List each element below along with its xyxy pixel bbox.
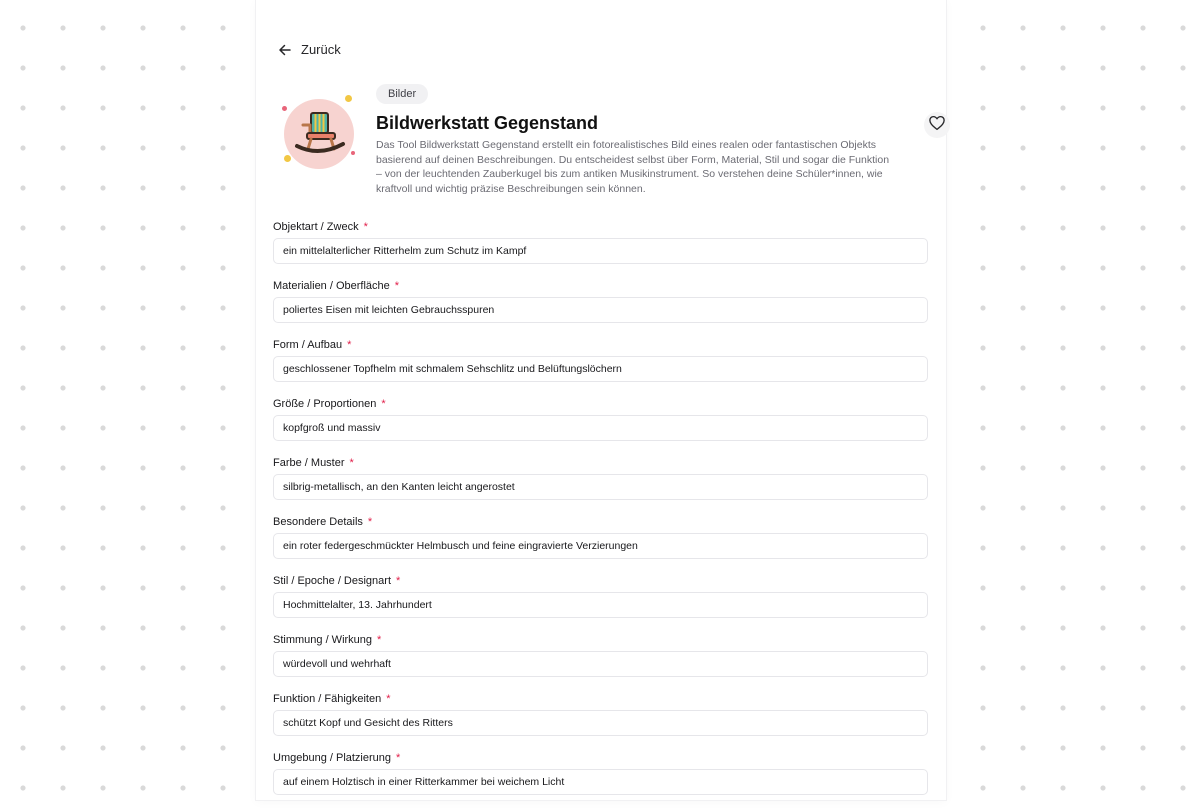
tool-description: Das Tool Bildwerkstatt Gegenstand erstellt ein fotorealistisches Bild eines realen oder fantastischen Objekts basierend auf deinen Beschreibungen. Du entscheidest selbst über Form, Material, Stil und sogar die Funktion – von der leuchtenden Zauberkugel bis zum antiken Musikinstrument. So verstehen deine Schüler*innen, wie kraftvoll und wichtig präzise Beschreibungen sein können.	[376, 139, 890, 195]
back-label: Zurück	[301, 42, 341, 57]
arrow-left-icon	[278, 43, 292, 57]
required-marker: *	[396, 752, 401, 764]
form-field	[273, 513, 928, 572]
form-field	[273, 336, 928, 395]
field-label: Umgebung / Platzierung *	[273, 752, 401, 764]
field-label: Besondere Details *	[273, 516, 373, 528]
rocking-chair-icon	[291, 103, 349, 166]
field-input-materialien[interactable]	[273, 297, 928, 323]
form-field	[273, 218, 928, 277]
field-label: Materialien / Oberfläche *	[273, 280, 400, 292]
required-marker: *	[394, 280, 400, 292]
form-field	[273, 454, 928, 513]
required-marker: *	[349, 457, 354, 469]
required-marker: *	[396, 575, 401, 587]
field-input-funktion[interactable]	[273, 710, 928, 736]
field-input-stil[interactable]	[273, 592, 928, 618]
field-label: Funktion / Fähigkeiten *	[273, 693, 391, 705]
field-label: Größe / Proportionen *	[273, 398, 386, 410]
required-marker: *	[386, 693, 391, 705]
back-button[interactable]	[278, 42, 341, 57]
category-badge: Bilder	[376, 84, 428, 104]
field-input-details[interactable]	[273, 533, 928, 559]
field-label: Farbe / Muster *	[273, 457, 354, 469]
tool-thumbnail	[280, 89, 360, 169]
tool-meta	[376, 84, 896, 196]
field-input-groesse[interactable]	[273, 415, 928, 441]
tool-panel	[256, 0, 946, 800]
form-field	[273, 395, 928, 454]
favorite-button[interactable]	[924, 112, 950, 138]
required-marker: *	[363, 221, 368, 233]
form-field	[273, 690, 928, 749]
field-input-objektart[interactable]	[273, 238, 928, 264]
page-title: Bildwerkstatt Gegenstand	[376, 113, 599, 133]
form-field	[273, 277, 928, 336]
field-input-stimmung[interactable]	[273, 651, 928, 677]
field-input-farbe[interactable]	[273, 474, 928, 500]
form-field	[273, 749, 928, 808]
required-marker: *	[367, 516, 373, 528]
field-label: Form / Aufbau *	[273, 339, 352, 351]
field-label: Stil / Epoche / Designart *	[273, 575, 401, 587]
field-input-umgebung[interactable]	[273, 769, 928, 795]
form-field	[273, 631, 928, 690]
required-marker: *	[347, 339, 352, 351]
field-label: Stimmung / Wirkung *	[273, 634, 382, 646]
field-input-form[interactable]	[273, 356, 928, 382]
required-marker: *	[381, 398, 386, 410]
form-field	[273, 572, 928, 631]
heart-icon	[928, 114, 946, 137]
required-marker: *	[377, 634, 382, 646]
field-label: Objektart / Zweck *	[273, 221, 368, 233]
prompt-form	[273, 218, 928, 808]
